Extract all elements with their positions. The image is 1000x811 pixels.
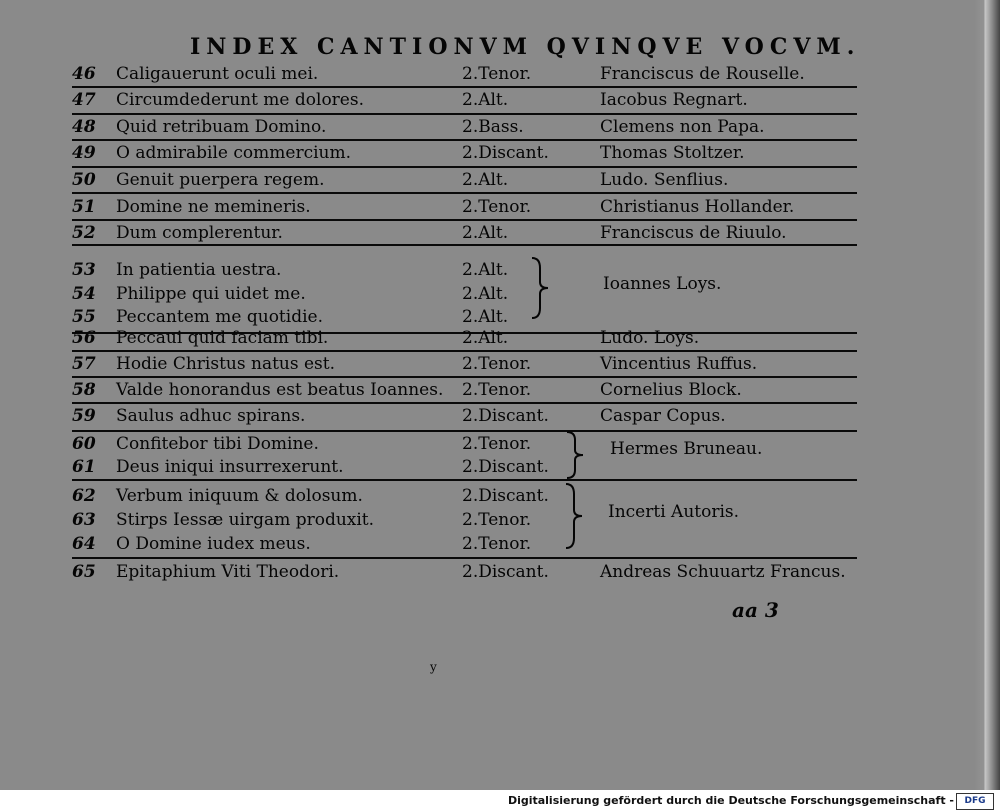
footer-bar — [0, 790, 1000, 811]
entry-number: 57 — [72, 354, 96, 374]
entry-title: Valde honorandus est beatus Ioannes. — [116, 380, 444, 400]
entry-author: Vincentius Ruffus. — [600, 354, 758, 374]
entry-number: 46 — [72, 64, 96, 84]
row-divider — [72, 244, 857, 246]
entry-title: O Domine iudex meus. — [116, 534, 311, 554]
entry-number: 64 — [72, 534, 96, 554]
table-row — [0, 406, 1000, 432]
entry-voice: 2.Tenor. — [462, 510, 532, 530]
row-divider — [72, 479, 857, 481]
entry-voice: 2.Alt. — [462, 90, 509, 110]
entry-number: 51 — [72, 197, 96, 217]
entry-number: 49 — [72, 143, 96, 163]
entry-voice: 2.Alt. — [462, 223, 509, 243]
entry-number: 50 — [72, 170, 96, 190]
entry-title: Genuit puerpera regem. — [116, 170, 325, 190]
row-divider — [72, 376, 857, 378]
entry-author: Andreas Schuuartz Francus. — [600, 562, 846, 582]
entry-title: Saulus adhuc spirans. — [116, 406, 306, 426]
group-author: Incerti Autoris. — [608, 502, 740, 522]
entry-title: Deus iniqui insurrexerunt. — [116, 457, 344, 477]
page-title: INDEX CANTIONVM QVINQVE VOCVM. — [190, 34, 861, 60]
entry-author: Franciscus de Rouselle. — [600, 64, 805, 84]
entry-voice: 2.Tenor. — [462, 534, 532, 554]
entry-voice: 2.Discant. — [462, 486, 549, 506]
entry-title: Philippe qui uidet me. — [116, 284, 306, 304]
entry-title: Verbum iniquum & dolosum. — [116, 486, 363, 506]
entry-title: Stirps Iessæ uirgam produxit. — [116, 510, 375, 530]
row-divider — [72, 139, 857, 141]
entry-voice: 2.Discant. — [462, 562, 549, 582]
entry-voice: 2.Alt. — [462, 170, 509, 190]
entry-number: 55 — [72, 307, 96, 327]
row-divider — [72, 430, 857, 432]
entry-voice: 2.Tenor. — [462, 434, 532, 454]
entry-author: Clemens non Papa. — [600, 117, 765, 137]
entry-title: Domine ne memineris. — [116, 197, 311, 217]
group-brace — [528, 256, 552, 320]
entry-voice: 2.Alt. — [462, 260, 509, 280]
signature-mark: aa 3 — [732, 598, 779, 622]
group-brace — [562, 482, 586, 550]
row-divider — [72, 86, 857, 88]
entry-title: Peccaui quid faciam tibi. — [116, 328, 329, 348]
entry-title: Dum complerentur. — [116, 223, 283, 243]
entry-author: Ludo. Loys. — [600, 328, 700, 348]
entry-title: O admirabile commercium. — [116, 143, 352, 163]
entry-author: Christianus Hollander. — [600, 197, 795, 217]
entry-title: In patientia uestra. — [116, 260, 282, 280]
entry-author: Iacobus Regnart. — [600, 90, 748, 110]
entry-number: 60 — [72, 434, 96, 454]
row-divider — [72, 166, 857, 168]
entry-number: 54 — [72, 284, 96, 304]
entry-title: Hodie Christus natus est. — [116, 354, 336, 374]
table-row — [0, 562, 1000, 588]
entry-voice: 2.Discant. — [462, 457, 549, 477]
entry-voice: 2.Tenor. — [462, 354, 532, 374]
entry-number: 63 — [72, 510, 96, 530]
entry-author: Thomas Stoltzer. — [600, 143, 745, 163]
entry-voice: 2.Alt. — [462, 328, 509, 348]
row-divider — [72, 113, 857, 115]
entry-voice: 2.Alt. — [462, 284, 509, 304]
entry-voice: 2.Tenor. — [462, 380, 532, 400]
entry-number: 56 — [72, 328, 96, 348]
table-row — [0, 486, 1000, 512]
entry-author: Caspar Copus. — [600, 406, 726, 426]
entry-title: Quid retribuam Domino. — [116, 117, 327, 137]
group-author: Ioannes Loys. — [603, 274, 722, 294]
group-author: Hermes Bruneau. — [610, 439, 763, 459]
entry-title: Peccantem me quotidie. — [116, 307, 323, 327]
entry-number: 58 — [72, 380, 96, 400]
table-row — [0, 510, 1000, 536]
entry-number: 62 — [72, 486, 96, 506]
entry-number: 65 — [72, 562, 96, 582]
entry-voice: 2.Discant. — [462, 143, 549, 163]
row-divider — [72, 219, 857, 221]
entry-author: Ludo. Senflius. — [600, 170, 729, 190]
entry-number: 59 — [72, 406, 96, 426]
entry-number: 61 — [72, 457, 96, 477]
stray-mark: y — [430, 660, 437, 674]
entry-number: 48 — [72, 117, 96, 137]
table-row — [0, 260, 1000, 286]
group-brace — [563, 430, 587, 480]
entry-voice: 2.Tenor. — [462, 64, 532, 84]
dfg-logo: DFG — [956, 793, 994, 810]
entry-number: 47 — [72, 90, 96, 110]
entry-number: 52 — [72, 223, 96, 243]
entry-title: Circumdederunt me dolores. — [116, 90, 364, 110]
entry-voice: 2.Tenor. — [462, 197, 532, 217]
row-divider — [72, 192, 857, 194]
row-divider — [72, 402, 857, 404]
entry-author: Franciscus de Riuulo. — [600, 223, 787, 243]
entry-voice: 2.Discant. — [462, 406, 549, 426]
entry-title: Confitebor tibi Domine. — [116, 434, 319, 454]
entry-voice: 2.Alt. — [462, 307, 509, 327]
page-edge — [974, 0, 1000, 790]
entry-title: Caligauerunt oculi mei. — [116, 64, 319, 84]
entry-title: Epitaphium Viti Theodori. — [116, 562, 340, 582]
footer-credit: Digitalisierung gefördert durch die Deutsche Forschungsgemeinschaft - — [507, 794, 954, 807]
entry-voice: 2.Bass. — [462, 117, 524, 137]
entry-author: Cornelius Block. — [600, 380, 742, 400]
row-divider — [72, 557, 857, 559]
entry-number: 53 — [72, 260, 96, 280]
row-divider — [72, 350, 857, 352]
